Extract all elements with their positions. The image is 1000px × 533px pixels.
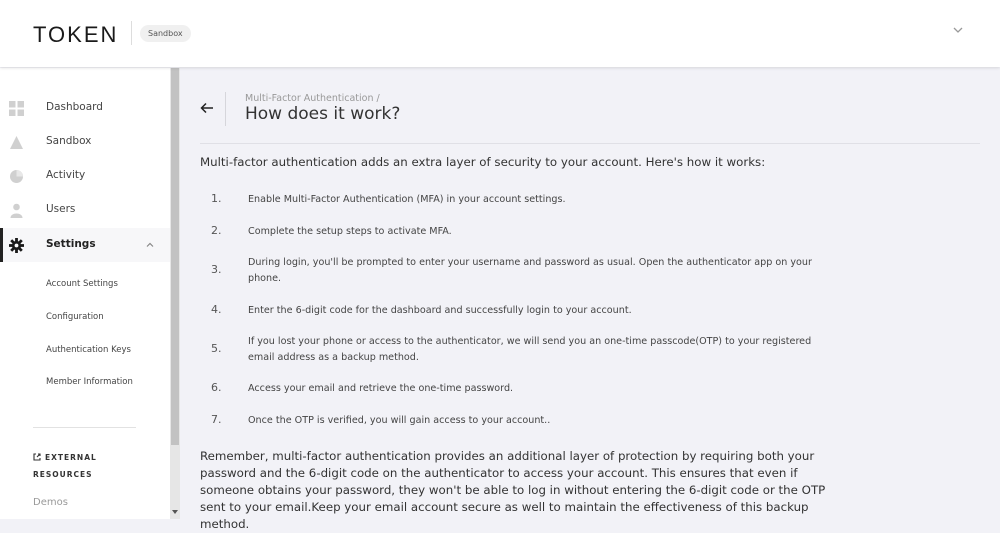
top-bar <box>0 0 1000 67</box>
sidebar-item-label: Users <box>46 203 76 215</box>
step-number: 2. <box>211 224 222 237</box>
step-number: 3. <box>211 263 222 276</box>
step-text: If you lost your phone or access to the authenticator, we will send you an one-time passcode(OTP) to your registered email address as a backup method. <box>248 336 812 363</box>
environment-badge: Sandbox <box>140 25 191 42</box>
header-divider <box>225 92 226 126</box>
step-text: Access your email and retrieve the one-time password. <box>248 383 514 394</box>
step-text: Once the OTP is verified, you will gain access to your account.. <box>248 415 551 426</box>
sidebar-item-label: Activity <box>46 169 86 181</box>
sidebar <box>0 68 170 519</box>
sandbox-icon <box>9 135 24 150</box>
closing-paragraph: Remember, multi-factor authentication provides an additional layer of protection by requiring both your password and the 6-digit code on the authenticator to access your account. This ensures that even if someone obtains your password, they won't be able to log in without entering the 6-digit code or the OTP sent to your email.Keep your email account secure as well to maintain the effectiveness of this backup method. <box>200 449 826 531</box>
step-text: During login, you'll be prompted to enter your username and password as usual. Open the authenticator app on your phone. <box>248 257 812 284</box>
sidebar-item-label: Dashboard <box>46 101 103 113</box>
step-text: Enable Multi-Factor Authentication (MFA) in your account settings. <box>248 194 566 205</box>
activity-icon <box>9 169 24 184</box>
sidebar-item-label: Settings <box>46 238 96 250</box>
step-number: 1. <box>211 192 222 205</box>
demos-link[interactable]: Demos <box>33 497 68 508</box>
scrollbar-thumb[interactable] <box>171 68 179 445</box>
chevron-up-icon[interactable] <box>145 240 155 250</box>
step-number: 5. <box>211 342 222 355</box>
sidebar-item-settings[interactable] <box>0 228 170 262</box>
external-resources-heading[interactable] <box>33 449 97 483</box>
step-number: 4. <box>211 303 222 316</box>
chevron-down-icon[interactable] <box>950 22 966 38</box>
breadcrumb[interactable]: Multi-Factor Authentication / <box>245 93 380 104</box>
external-label-line1: EXTERNAL <box>45 453 97 462</box>
step-number: 7. <box>211 413 222 426</box>
token-logo[interactable]: TOKEN <box>33 22 119 47</box>
external-label-line2: RESOURCES <box>33 470 93 479</box>
step-text: Complete the setup steps to activate MFA. <box>248 226 452 237</box>
dashboard-icon <box>9 101 24 116</box>
back-arrow-icon[interactable] <box>200 101 214 115</box>
sidebar-item-label: Sandbox <box>46 135 92 147</box>
sidebar-subitem-authentication-keys[interactable]: Authentication Keys <box>46 345 131 355</box>
intro-text: Multi-factor authentication adds an extra layer of security to your account. Here's how it works: <box>200 155 766 169</box>
users-icon <box>9 203 24 218</box>
sidebar-subitem-configuration[interactable]: Configuration <box>46 312 104 322</box>
sidebar-item-activity[interactable] <box>0 159 170 193</box>
external-link-icon <box>33 453 41 461</box>
sidebar-item-users[interactable] <box>0 193 170 227</box>
scroll-down-arrow-icon[interactable] <box>172 509 178 515</box>
logo-divider <box>131 21 132 45</box>
gear-icon <box>9 238 24 253</box>
sidebar-item-dashboard[interactable] <box>0 91 170 125</box>
sidebar-subitem-account-settings[interactable]: Account Settings <box>46 279 118 289</box>
step-text: Enter the 6-digit code for the dashboard and successfully login to your account. <box>248 305 632 316</box>
page-title: How does it work? <box>245 104 401 124</box>
sidebar-divider <box>33 427 136 428</box>
content-divider <box>200 143 980 144</box>
sidebar-subitem-member-information[interactable]: Member Information <box>46 377 133 387</box>
step-number: 6. <box>211 381 222 394</box>
sidebar-item-sandbox[interactable] <box>0 125 170 159</box>
